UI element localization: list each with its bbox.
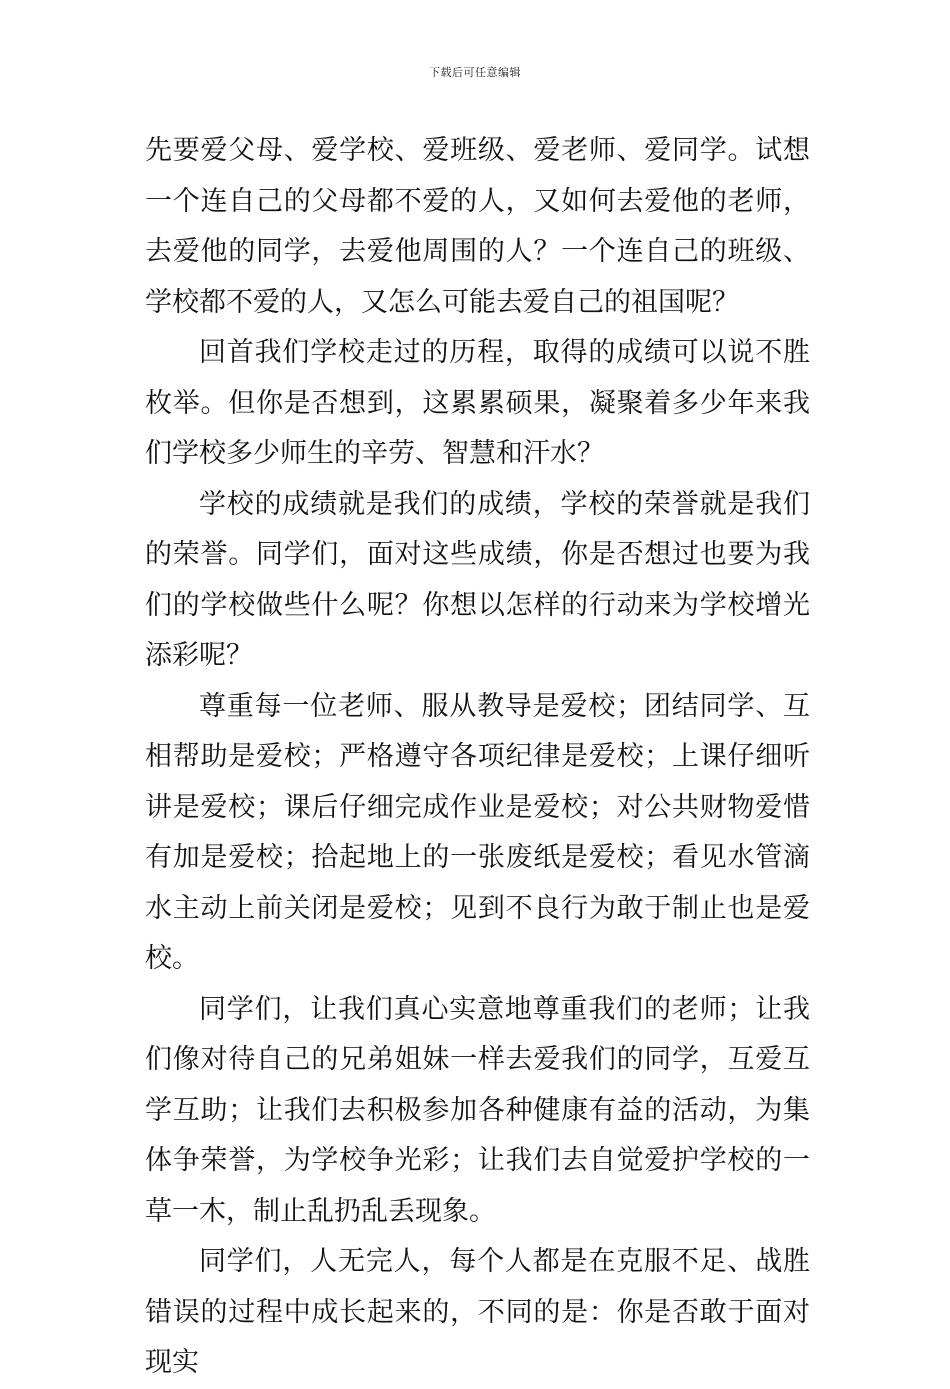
document-body [145, 126, 810, 1389]
paragraph: 同学们，人无完人，每个人都是在克服不足、战胜错误的过程中成长起来的，不同的是：你是否敢于面对现实 [145, 1246, 810, 1378]
page-header: 下载后可任意编辑 [429, 66, 521, 79]
paragraph: 学校的成绩就是我们的成绩，学校的荣誉就是我们的荣誉。同学们，面对这些成绩，你是否想过也要为我们的学校做些什么呢？你想以怎样的行动来为学校增光添彩呢？ [145, 488, 810, 671]
paragraph-continuation: 先要爱父母、爱学校、爱班级、爱老师、爱同学。试想一个连自己的父母都不爱的人，又如何去爱他的老师，去爱他的同学，去爱他周围的人？一个连自己的班级、学校都不爱的人，又怎么可能去爱自己的祖国呢？ [145, 135, 810, 318]
paragraph: 尊重每一位老师、服从教导是爱校；团结同学、互相帮助是爱校；严格遵守各项纪律是爱校；上课仔细听讲是爱校；课后仔细完成作业是爱校；对公共财物爱惜有加是爱校；拾起地上的一张废纸是爱校；看见水管滴水主动上前关闭是爱校；见到不良行为敢于制止也是爱校。 [145, 690, 810, 974]
paragraph: 回首我们学校走过的历程，取得的成绩可以说不胜枚举。但你是否想到，这累累硕果，凝聚着多少年来我们学校多少师生的辛劳、智慧和汗水？ [145, 337, 810, 469]
paragraph: 同学们，让我们真心实意地尊重我们的老师；让我们像对待自己的兄弟姐妹一样去爱我们的同学，互爱互学互助；让我们去积极参加各种健康有益的活动，为集体争荣誉，为学校争光彩；让我们去自觉爱护学校的一草一木，制止乱扔乱丢现象。 [145, 993, 810, 1227]
